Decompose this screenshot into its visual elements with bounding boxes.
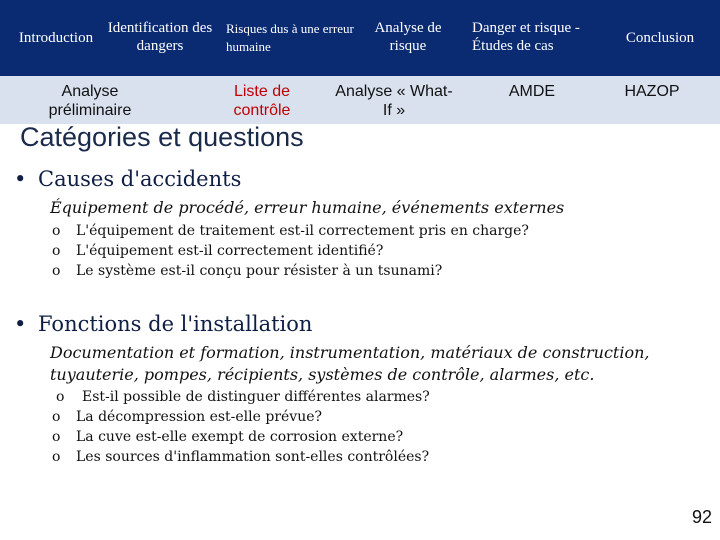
- nav-tab-analyse-risque[interactable]: Analyse de risque: [374, 20, 442, 54]
- sub-bullet-icon: o: [52, 223, 61, 239]
- subnav-analyse-what-if[interactable]: Analyse « What-If »: [335, 83, 453, 119]
- subnav-analyse-preliminaire[interactable]: Analyse préliminaire: [48, 83, 132, 119]
- sub-bullet-icon: o: [52, 449, 61, 465]
- section-heading-causes: [14, 167, 241, 191]
- section-heading-fonctions: [14, 312, 312, 336]
- page-number: 92: [691, 507, 712, 527]
- subnav-liste-de-controle[interactable]: Liste de contrôle: [233, 83, 291, 119]
- question-list: [52, 221, 529, 281]
- list-item: o Est-il possible de distinguer différentes alarmes?: [56, 389, 430, 405]
- nav-tab-etudes-de-cas[interactable]: Danger et risque - Études de cas: [472, 20, 580, 54]
- section-heading-text: Fonctions de l'installation: [38, 312, 313, 336]
- list-item: o La cuve est-elle exempt de corrosion externe?: [52, 429, 404, 445]
- list-item: o Les sources d'inflammation sont-elles contrôlées?: [52, 449, 430, 465]
- sub-bullet-icon: o: [52, 263, 61, 279]
- nav-tab-risques-erreur-humaine[interactable]: Risques dus à une erreur humaine: [226, 21, 354, 54]
- question-list: [52, 387, 430, 467]
- top-navigation-bar: [0, 0, 720, 76]
- bullet-icon: •: [14, 167, 27, 191]
- sub-navigation-bar: [0, 76, 720, 124]
- sub-bullet-icon: o: [52, 409, 61, 425]
- sub-bullet-icon: o: [52, 429, 61, 445]
- section-description: Documentation et formation, instrumentation, matériaux de construction, tuyauterie, pompes, récipients, systèmes de contrôle, alarmes, etc.: [50, 343, 650, 384]
- section-description: Équipement de procédé, erreur humaine, événements externes: [50, 198, 565, 217]
- nav-tab-identification-dangers[interactable]: Identification des dangers: [107, 20, 213, 54]
- list-item: o Le système est-il conçu pour résister à un tsunami?: [52, 263, 443, 279]
- section-heading-text: Causes d'accidents: [38, 167, 242, 191]
- slide-title: Catégories et questions: [20, 122, 304, 152]
- sub-bullet-icon: o: [56, 389, 65, 405]
- bullet-icon: •: [14, 312, 27, 336]
- nav-tab-conclusion[interactable]: Conclusion: [625, 30, 695, 46]
- sub-bullet-icon: o: [52, 243, 61, 259]
- list-item: o La décompression est-elle prévue?: [52, 409, 323, 425]
- subnav-hazop[interactable]: HAZOP: [624, 83, 680, 100]
- list-item: o L'équipement de traitement est-il correctement pris en charge?: [52, 223, 529, 239]
- list-item: o L'équipement est-il correctement identifié?: [52, 243, 384, 259]
- subnav-amde[interactable]: AMDE: [508, 83, 556, 100]
- nav-tab-introduction[interactable]: Introduction: [18, 30, 94, 46]
